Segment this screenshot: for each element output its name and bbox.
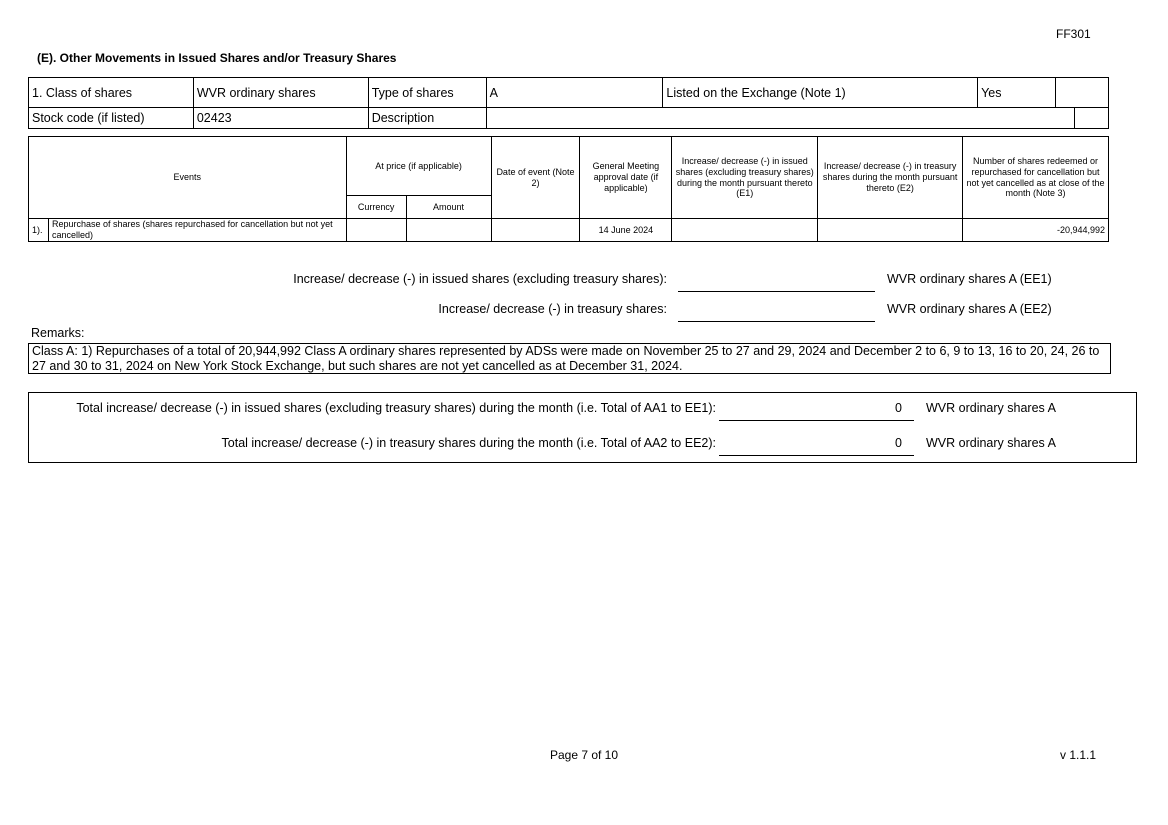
subtotal-issued-label: Increase/ decrease (-) in issued shares (excluding treasury shares):: [293, 272, 667, 286]
listed-label: Listed on the Exchange (Note 1): [663, 78, 978, 108]
class-label: 1. Class of shares: [29, 78, 194, 108]
total-issued-unit: WVR ordinary shares A: [926, 401, 1056, 415]
row-index: 1).: [29, 219, 49, 242]
type-label: Type of shares: [368, 78, 486, 108]
events-table: [28, 136, 1109, 242]
header-date-of-event: Date of event (Note 2): [491, 137, 580, 219]
type-value: A: [486, 78, 663, 108]
header-at-price: At price (if applicable): [346, 137, 491, 196]
subtotal-issued-unit: WVR ordinary shares A (EE1): [887, 272, 1052, 286]
page-number: Page 7 of 10: [549, 748, 619, 762]
header-currency: Currency: [346, 196, 406, 219]
class-value: WVR ordinary shares: [193, 78, 368, 108]
table-row: [29, 219, 1109, 242]
listed-value: Yes: [978, 78, 1056, 108]
header-events: Events: [29, 137, 347, 219]
description-empty: [1074, 108, 1108, 129]
subtotal-treasury-label: Increase/ decrease (-) in treasury shares:: [438, 302, 667, 316]
total-treasury-label: Total increase/ decrease (-) in treasury shares during the month (i.e. Total of AA2 to EE2):: [221, 436, 716, 450]
total-issued-line: [719, 420, 914, 421]
row-increase-issued: [672, 219, 818, 242]
description-label: Description: [368, 108, 486, 129]
total-issued-label: Total increase/ decrease (-) in issued shares (excluding treasury shares) during the month (i.e. Total of AA1 to EE1):: [76, 401, 716, 415]
remarks-label: Remarks:: [31, 326, 85, 340]
header-general-meeting: General Meeting approval date (if applicable): [580, 137, 672, 219]
subtotal-treasury-value-line: [678, 321, 875, 322]
header-increase-treasury: Increase/ decrease (-) in treasury shares during the month pursuant thereto (E2): [818, 137, 963, 219]
listed-empty: [1056, 78, 1109, 108]
total-treasury-value: 0: [895, 436, 902, 450]
subtotal-treasury-unit: WVR ordinary shares A (EE2): [887, 302, 1052, 316]
row-redeemed: -20,944,992: [963, 219, 1109, 242]
stock-code-value: 02423: [193, 108, 368, 129]
form-code: FF301: [1056, 27, 1091, 41]
totals-box: [28, 392, 1137, 463]
header-amount: Amount: [406, 196, 491, 219]
row-event: Repurchase of shares (shares repurchased for cancellation but not yet cancelled): [48, 219, 346, 242]
total-issued-value: 0: [895, 401, 902, 415]
subtotal-issued-value-line: [678, 291, 875, 292]
row-currency: [346, 219, 406, 242]
total-treasury-line: [719, 455, 914, 456]
stock-code-label: Stock code (if listed): [29, 108, 194, 129]
remarks-text: Class A: 1) Repurchases of a total of 20,944,992 Class A ordinary shares represented by ADSs were made on November 25 to 27 and 29, 2024 and December 2 to 6, 9 to 13, 16 to 20, 24, 26 to 27 and 30 to 31, 2024 on New York Stock Exchange, but such shares are not yet cancelled as at December 31, 2024.: [28, 343, 1111, 374]
total-treasury-unit: WVR ordinary shares A: [926, 436, 1056, 450]
header-increase-issued: Increase/ decrease (-) in issued shares (excluding treasury shares) during the month pursuant thereto (E1): [672, 137, 818, 219]
row-date-of-event: [491, 219, 580, 242]
header-redeemed: Number of shares redeemed or repurchased for cancellation but not yet cancelled as at close of the month (Note 3): [963, 137, 1109, 219]
row-amount: [406, 219, 491, 242]
section-title: (E). Other Movements in Issued Shares and/or Treasury Shares: [37, 51, 397, 65]
share-class-table: [28, 77, 1109, 129]
description-value: [486, 108, 1074, 129]
row-increase-treasury: [818, 219, 963, 242]
row-general-meeting: 14 June 2024: [580, 219, 672, 242]
version: v 1.1.1: [1060, 748, 1097, 762]
